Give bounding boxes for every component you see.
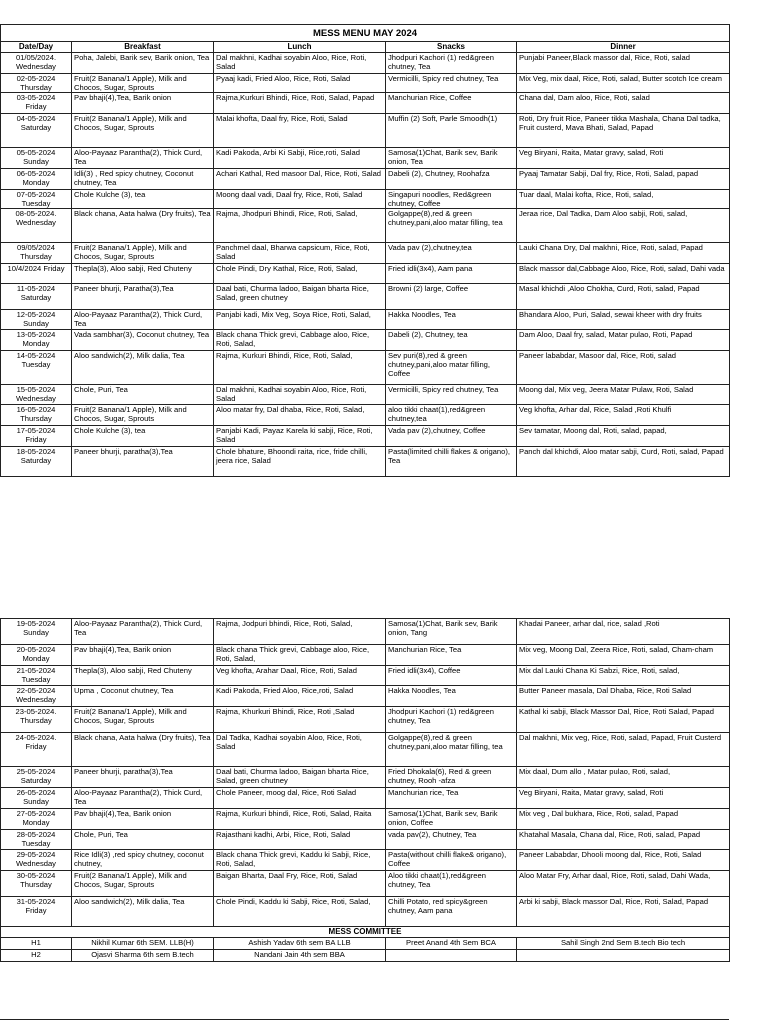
menu-day-row [1,666,730,686]
breakfast-cell: Rice Idli(3) ,red spicy chutney, coconut chutney, [72,850,214,871]
lunch-cell: Black chana Thick grevi, Kaddu ki Sabji, Rice, Roti, Salad, [214,850,386,871]
date-text: 26-05-2024 [16,788,56,797]
lunch-cell: Black chana Thick grevi, Cabbage aloo, Rice, Roti, Salad, [214,330,386,351]
dinner-cell: Mix daal, Dum allo , Matar pulao, Roti, salad, [517,767,730,788]
menu-day-row [1,809,730,830]
snacks-cell: aloo tikki chaat(1),red&green chutney,tea [386,405,517,426]
date-text: 23-05-2024. [15,707,57,716]
breakfast-cell: Fruit(2 Banana/1 Apple), Milk and Chocos, Sugar, Sprouts [72,405,214,426]
date-day-cell [1,148,72,169]
date-day-cell [1,897,72,927]
weekday-text: Monday [22,178,50,187]
committee-hostel-id: H1 [1,938,72,950]
snacks-cell: Samosa(1)Chat, Barik sev, Barik onion, Tang [386,619,517,645]
dinner-cell: Dam Aloo, Daal fry, salad, Matar pulao, Roti, Papad [517,330,730,351]
dinner-cell: Paneer lababdar, Masoor dal, Rice, Roti, salad [517,351,730,385]
dinner-cell: Panch dal khichdi, Aloo matar sabji, Curd, Roti, salad, Papad [517,447,730,477]
lunch-cell: Dal makhni, Kadhai soyabin Aloo, Rice, Roti, Salad [214,385,386,405]
weekday-text: Sunday [23,319,49,328]
weekday-text: Tuesday [21,839,51,848]
snacks-cell: Dabeli (2), Chutney, tea [386,330,517,351]
dinner-cell: Black massor dal,Cabbage Aloo, Rice, Roti, salad, Dahi vada [517,264,730,284]
menu-day-row [1,447,730,477]
breakfast-cell: Chole, Puri, Tea [72,830,214,850]
menu-day-row [1,788,730,809]
date-text: 24-05-2024. [15,733,57,742]
lunch-cell: Rajma,Kurkuri Bhindi, Rice, Roti, Salad, Papad [214,93,386,114]
date-day-cell [1,74,72,93]
dinner-cell: Mix Veg, mix daal, Rice, Roti, salad, Butter scotch Ice cream [517,74,730,93]
date-day-cell [1,209,72,243]
breakfast-cell: Fruit(2 Banana/1 Apple), Milk and Chocos, Sugar, Sprouts [72,114,214,148]
weekday-text: Friday [25,906,47,915]
date-day-cell [1,351,72,385]
header-breakfast: Breakfast [72,42,214,53]
menu-day-row [1,351,730,385]
dinner-cell: Arbi ki sabji, Black massor Dal, Rice, Roti, Salad, Papad [517,897,730,927]
breakfast-cell: Thepla(3), Aloo sabji, Red Chuteny [72,666,214,686]
date-text: 02-05-2024 [16,74,56,83]
mess-menu-table-part-1 [0,24,730,477]
lunch-cell: Kadi Pakoda, Arbi Ki Sabji, Rice,roti, Salad [214,148,386,169]
lunch-cell: Rajasthani kadhi, Arbi, Rice, Roti, Salad [214,830,386,850]
date-day-cell [1,169,72,190]
date-day-cell [1,426,72,447]
weekday-text: Wednesday [16,394,56,403]
snacks-cell: Fried idli(3x4), Coffee [386,666,517,686]
menu-day-row [1,707,730,733]
date-day-cell [1,767,72,788]
dinner-cell: Masal khichdi ,Aloo Chokha, Curd, Roti, salad, Papad [517,284,730,310]
date-text: 18-05-2024 [16,447,56,456]
date-text: 25-05-2024 [16,767,56,776]
date-day-cell [1,707,72,733]
breakfast-cell: Paneer bhurji, paratha(3),Tea [72,447,214,477]
snacks-cell: Vada pav (2),chutney,tea [386,243,517,264]
committee-title-row [1,927,730,938]
menu-day-row [1,93,730,114]
date-text: 13-05-2024 [16,330,56,339]
dinner-cell: Pyaaj Tamatar Sabji, Dal fry, Rice, Roti, Salad, papad [517,169,730,190]
menu-day-row [1,284,730,310]
date-text: 03-05-2024 [16,93,56,102]
menu-day-row [1,645,730,666]
snacks-cell: Golgappe(8),red & green chutney,pani,aloo matar filling, tea [386,733,517,767]
date-day-cell [1,405,72,426]
date-day-cell [1,93,72,114]
menu-title: MESS MENU MAY 2024 [1,25,730,42]
lunch-cell: Achari Kathal, Red masoor Dal, Rice, Roti, Salad [214,169,386,190]
snacks-cell: Jhodpuri Kachori (1) red&green chutney, Tea [386,707,517,733]
snacks-cell: Manchurian rice, Tea [386,788,517,809]
weekday-text: Monday [22,818,50,827]
committee-row [1,950,730,962]
snacks-cell: Pasta(limited chilli flakes & origano), Tea [386,447,517,477]
dinner-cell: Khadai Paneer, arhar dal, rice, salad ,Roti [517,619,730,645]
breakfast-cell: Vada sambhar(3), Coconut chutney, Tea [72,330,214,351]
dinner-cell: Paneer Lababdar, Dhooli moong dal, Rice, Roti, Salad [517,850,730,871]
snacks-cell: Fried idli(3x4), Aam pana [386,264,517,284]
date-day-cell [1,871,72,897]
date-text: 28-05-2024 [16,830,56,839]
lunch-cell: Rajma, Jodpuri bhindi, Rice, Roti, Salad, [214,619,386,645]
menu-day-row [1,190,730,209]
menu-day-row [1,850,730,871]
date-text: 31-05-2024 [16,897,56,906]
date-day-cell [1,284,72,310]
breakfast-cell: Fruit(2 Banana/1 Apple), Milk and Chocos, Sugar, Sprouts [72,74,214,93]
date-text: 16-05-2024 [16,405,56,414]
breakfast-cell: Idli(3) , Red spicy chutney, Coconut chutney, Tea [72,169,214,190]
committee-row [1,938,730,950]
weekday-text: Friday [25,435,47,444]
weekday-text: Wednesday [16,62,56,71]
menu-day-row [1,330,730,351]
date-text: 12-05-2024 [16,310,56,319]
dinner-cell: Mix veg , Dal bukhara, Rice, Roti, salad, Papad [517,809,730,830]
date-text: 06-05-2024 [16,169,56,178]
weekday-text: Wednesday [16,218,56,227]
dinner-cell: Mix veg, Moong Dal, Zeera Rice, Roti, salad, Cham-cham [517,645,730,666]
lunch-cell: Dal Tadka, Kadhai soyabin Aloo, Rice, Roti, Salad [214,733,386,767]
weekday-text: Thursday [20,716,52,725]
menu-day-row [1,264,730,284]
dinner-cell: Butter Paneer masala, Dal Dhaba, Rice, Roti Salad [517,686,730,707]
lunch-cell: Panjabi Kadi, Payaz Karela ki sabji, Rice, Roti, Salad [214,426,386,447]
lunch-cell: Aloo matar fry, Dal dhaba, Rice, Roti, Salad, [214,405,386,426]
lunch-cell: Chole Paneer, moog dal, Rice, Roti Salad [214,788,386,809]
breakfast-cell: Chole Kulche (3), tea [72,190,214,209]
snacks-cell: Samosa(1)Chat, Barik sev, Barik onion, Coffee [386,809,517,830]
date-day-cell [1,619,72,645]
weekday-text: Saturday [20,293,52,302]
breakfast-cell: Pav bhaji(4),Tea, Barik onion [72,809,214,830]
weekday-text: Thursday [20,880,52,889]
dinner-cell: Veg Biryani, Raita, Matar gravy, salad, Roti [517,148,730,169]
date-text: 29-05-2024 [16,850,56,859]
date-text: 15-05-2024 [16,385,56,394]
committee-member: Preet Anand 4th Sem BCA [386,938,517,950]
menu-day-row [1,385,730,405]
committee-member [386,950,517,962]
menu-day-row [1,733,730,767]
breakfast-cell: Fruit(2 Banana/1 Apple), Milk and Chocos, Sugar, Sprouts [72,871,214,897]
lunch-cell: Moong daal vadi, Daal fry, Rice, Roti, Salad [214,190,386,209]
weekday-text: Monday [22,339,50,348]
dinner-cell: Mix dal Lauki Chana Ki Sabzi, Rice, Roti, salad, [517,666,730,686]
dinner-cell: Bhandara Aloo, Puri, Salad, sewai kheer with dry fruits [517,310,730,330]
weekday-text: Wednesday [16,695,56,704]
snacks-cell: Golgappe(8),red & green chutney,pani,aloo matar filling, tea [386,209,517,243]
snacks-cell: Manchurian Rice, Tea [386,645,517,666]
date-day-cell [1,190,72,209]
breakfast-cell: Poha, Jalebi, Barik sev, Barik onion, Tea [72,53,214,74]
menu-day-row [1,897,730,927]
lunch-cell: Baigan Bharta, Daal Fry, Rice, Roti, Salad [214,871,386,897]
snacks-cell: Singapuri noodles, Red&green chutney, Coffee [386,190,517,209]
snacks-cell: Browni (2) large, Coffee [386,284,517,310]
date-text: 11-05-2024 [16,284,56,293]
lunch-cell: Kadi Pakoda, Fried Aloo, Rice,roti, Salad [214,686,386,707]
date-day-cell [1,385,72,405]
weekday-text: Wednesday [16,859,56,868]
committee-member: Ojasvi Sharma 6th sem B.tech [72,950,214,962]
menu-day-row [1,426,730,447]
snacks-cell: Dabeli (2), Chutney, Roohafza [386,169,517,190]
date-text: 21-05-2024 [16,666,56,675]
date-text: 04-05-2024 [16,114,56,123]
lunch-cell: Chole Pindi, Dry Kathal, Rice, Roti, Salad, [214,264,386,284]
weekday-text: Sunday [23,628,49,637]
breakfast-cell: Black chana, Aata halwa (Dry fruits), Tea [72,733,214,767]
date-text: 05-05-2024 [16,148,56,157]
weekday-text: Tuesday [21,675,51,684]
lunch-cell: Panchmel daal, Bharwa capsicum, Rice, Roti, Salad [214,243,386,264]
date-day-cell [1,733,72,767]
lunch-cell: Veg khofta, Arahar Daal, Rice, Roti, Salad [214,666,386,686]
committee-member [517,950,730,962]
snacks-cell: Hakka Noodles, Tea [386,686,517,707]
date-text: 19-05-2024 [16,619,56,628]
date-day-cell [1,645,72,666]
snacks-cell: Fried Dhokala(6), Red & green chutney, Rooh -afza [386,767,517,788]
date-day-cell [1,666,72,686]
menu-day-row [1,686,730,707]
menu-day-row [1,405,730,426]
breakfast-cell: Fruit(2 Banana/1 Apple), Milk and Chocos, Sugar, Sprouts [72,243,214,264]
weekday-text: Tuesday [21,360,51,369]
breakfast-cell: Thepla(3), Aloo sabji, Red Chuteny [72,264,214,284]
date-text: 17-05-2024 [16,426,56,435]
snacks-cell: Samosa(1)Chat, Barik sev, Barik onion, Tea [386,148,517,169]
dinner-cell: Veg Biryani, Raita, Matar gravy, salad, Roti [517,788,730,809]
date-text: 20-05-2024 [16,645,56,654]
snacks-cell: Chilli Potato, red spicy&green chutney, Aam pana [386,897,517,927]
menu-day-row [1,53,730,74]
committee-member: Nandani Jain 4th sem BBA [214,950,386,962]
lunch-cell: Panjabi kadi, Mix Veg, Soya Rice, Roti, Salad, [214,310,386,330]
date-day-cell [1,264,72,284]
breakfast-cell: Upma , Coconut chutney, Tea [72,686,214,707]
weekday-text: Saturday [20,776,52,785]
dinner-cell: Sev tamatar, Moong dal, Roti, salad, papad, [517,426,730,447]
committee-hostel-id: H2 [1,950,72,962]
date-day-cell [1,809,72,830]
breakfast-cell: Black chana, Aata halwa (Dry fruits), Tea [72,209,214,243]
dinner-cell: Chana dal, Dam aloo, Rice, Roti, salad [517,93,730,114]
dinner-cell: Roti, Dry fruit Rice, Paneer tikka Mashala, Chana Dal tadka, Fruit custerd, Mava Bhati, Salad, Papad [517,114,730,148]
snacks-cell: Muffin (2) Soft, Parle Smoodh(1) [386,114,517,148]
menu-day-row [1,310,730,330]
snacks-cell: vada pav(2), Chutney, Tea [386,830,517,850]
menu-day-row [1,619,730,645]
breakfast-cell: Aloo sandwich(2), Milk dalia, Tea [72,351,214,385]
menu-day-row [1,209,730,243]
dinner-cell: Tuar daal, Malai kofta, Rice, Roti, salad, [517,190,730,209]
committee-member: Sahil Singh 2nd Sem B.tech Bio tech [517,938,730,950]
snacks-cell: Hakka Noodles, Tea [386,310,517,330]
date-day-cell [1,447,72,477]
lunch-cell: Chole Pindi, Kaddu ki Sabji, Rice, Roti, Salad, [214,897,386,927]
lunch-cell: Black chana Thick grevi, Cabbage aloo, Rice, Roti, Salad, [214,645,386,666]
lunch-cell: Daal bati, Churma ladoo, Baigan bharta Rice, Salad, green chutney [214,767,386,788]
weekday-text: Saturday [20,456,52,465]
dinner-cell: Kathal ki sabji, Black Massor Dal, Rice, Roti Salad, Papad [517,707,730,733]
weekday-text: Saturday [20,123,52,132]
date-text: 07-05-2024 [16,190,56,199]
mess-menu-table-part-2 [0,618,730,962]
date-text: 09/05/2024 [16,243,55,252]
lunch-cell: Daal bati, Churma ladoo, Baigan bharta Rice, Salad, green chutney [214,284,386,310]
lunch-cell: Chole bhature, Bhoondi raita, rice, fride chilli, jeera rice, Salad [214,447,386,477]
date-day-cell [1,243,72,264]
cut-off-row [0,1019,729,1025]
snacks-cell: Manchurian Rice, Coffee [386,93,517,114]
breakfast-cell: Fruit(2 Banana/1 Apple), Milk and Chocos, Sugar, Sprouts [72,707,214,733]
header-dinner: Dinner [517,42,730,53]
breakfast-cell: Chole, Puri, Tea [72,385,214,405]
committee-title: MESS COMMITTEE [1,927,730,938]
weekday-text: Friday [25,742,47,751]
menu-day-row [1,169,730,190]
date-day-cell [1,788,72,809]
date-day-cell [1,686,72,707]
snacks-cell: Pasta(without chilli flake& origano), Coffee [386,850,517,871]
breakfast-cell: Pav bhaji(4),Tea, Barik onion [72,93,214,114]
dinner-cell: Dal makhni, Mix veg, Rice, Roti, salad, Papad, Fruit Custerd [517,733,730,767]
menu-day-row [1,243,730,264]
weekday-text: Thursday [20,414,52,423]
breakfast-cell: Aloo-Payaaz Parantha(2), Thick Curd, Tea [72,619,214,645]
date-day-cell [1,830,72,850]
breakfast-cell: Paneer bhurji, paratha(3),Tea [72,767,214,788]
lunch-cell: Dal makhni, Kadhai soyabin Aloo, Rice, Roti, Salad [214,53,386,74]
dinner-cell: Khatahal Masala, Chana dal, Rice, Roti, salad, Papad [517,830,730,850]
menu-title-row [1,25,730,42]
weekday-text: Thursday [20,252,52,261]
dinner-cell: Jeraa rice, Dal Tadka, Dam Aloo sabji, Roti, salad, [517,209,730,243]
weekday-text: Tuesday [21,199,51,208]
lunch-cell: Pyaaj kadi, Fried Aloo, Rice, Roti, Salad [214,74,386,93]
column-header-row [1,42,730,53]
menu-day-row [1,871,730,897]
header-snacks: Snacks [386,42,517,53]
header-date-day: Date/Day [1,42,72,53]
snacks-cell: Vermicilli, Spicy red chutney, Tea [386,74,517,93]
snacks-cell: Sev puri(8),red & green chutney,pani,aloo matar filling, Coffee [386,351,517,385]
lunch-cell: Rajma, Jhodpuri Bhindi, Rice, Roti, Salad, [214,209,386,243]
snacks-cell: Vermicilli, Spicy red chutney, Tea [386,385,517,405]
snacks-cell: Jhodpuri Kachori (1) red&green chutney, Tea [386,53,517,74]
weekday-text: Thursday [20,83,52,92]
breakfast-cell: Aloo-Payaaz Parantha(2), Thick Curd, Tea [72,788,214,809]
date-day-cell [1,850,72,871]
breakfast-cell: Aloo sandwich(2), Milk dalia, Tea [72,897,214,927]
snacks-cell: Vada pav (2),chutney, Coffee [386,426,517,447]
breakfast-cell: Chole Kulche (3), tea [72,426,214,447]
committee-member: Ashish Yadav 6th sem BA LLB [214,938,386,950]
weekday-text: Friday [25,102,47,111]
date-text: 27-05-2024 [16,809,56,818]
breakfast-cell: Pav bhaji(4),Tea, Barik onion [72,645,214,666]
menu-day-row [1,74,730,93]
menu-day-row [1,830,730,850]
date-text: 14-05-2024 [16,351,56,360]
date-text: 08-05-2024. [15,209,57,218]
date-text: 10/4/2024 Friday [7,264,65,273]
date-day-cell [1,330,72,351]
breakfast-cell: Aloo-Payaaz Parantha(2), Thick Curd, Tea [72,310,214,330]
date-text: 01/05/2024. [15,53,57,62]
menu-day-row [1,148,730,169]
breakfast-cell: Paneer bhurji, Paratha(3),Tea [72,284,214,310]
dinner-cell: Lauki Chana Dry, Dal makhni, Rice, Roti, salad, Papad [517,243,730,264]
lunch-cell: Rajma, Kurkuri bhindi, Rice, Roti, Salad, Raita [214,809,386,830]
date-text: 30-05-2024 [16,871,56,880]
menu-day-row [1,767,730,788]
dinner-cell: Aloo Matar Fry, Arhar daal, Rice, Roti, salad, Dahi Wada, [517,871,730,897]
dinner-cell: Veg khofta, Arhar dal, Rice, Salad ,Roti Khulfi [517,405,730,426]
date-day-cell [1,53,72,74]
lunch-cell: Rajma, Khurkuri Bhindi, Rice, Roti ,Salad [214,707,386,733]
date-text: 22-05-2024 [16,686,56,695]
header-lunch: Lunch [214,42,386,53]
committee-member: Nikhil Kumar 6th SEM. LLB(H) [72,938,214,950]
lunch-cell: Malai khofta, Daal fry, Rice, Roti, Salad [214,114,386,148]
weekday-text: Sunday [23,797,49,806]
date-day-cell [1,310,72,330]
snacks-cell: Aloo tikki chaat(1),red&green chutney, Tea [386,871,517,897]
weekday-text: Monday [22,654,50,663]
menu-day-row [1,114,730,148]
dinner-cell: Punjabi Paneer,Black massor dal, Rice, Roti, salad [517,53,730,74]
breakfast-cell: Aloo-Payaaz Parantha(2), Thick Curd, Tea [72,148,214,169]
weekday-text: Sunday [23,157,49,166]
dinner-cell: Moong dal, Mix veg, Jeera Matar Pulaw, Roti, Salad [517,385,730,405]
date-day-cell [1,114,72,148]
lunch-cell: Rajma, Kurkuri Bhindi, Rice, Roti, Salad, [214,351,386,385]
